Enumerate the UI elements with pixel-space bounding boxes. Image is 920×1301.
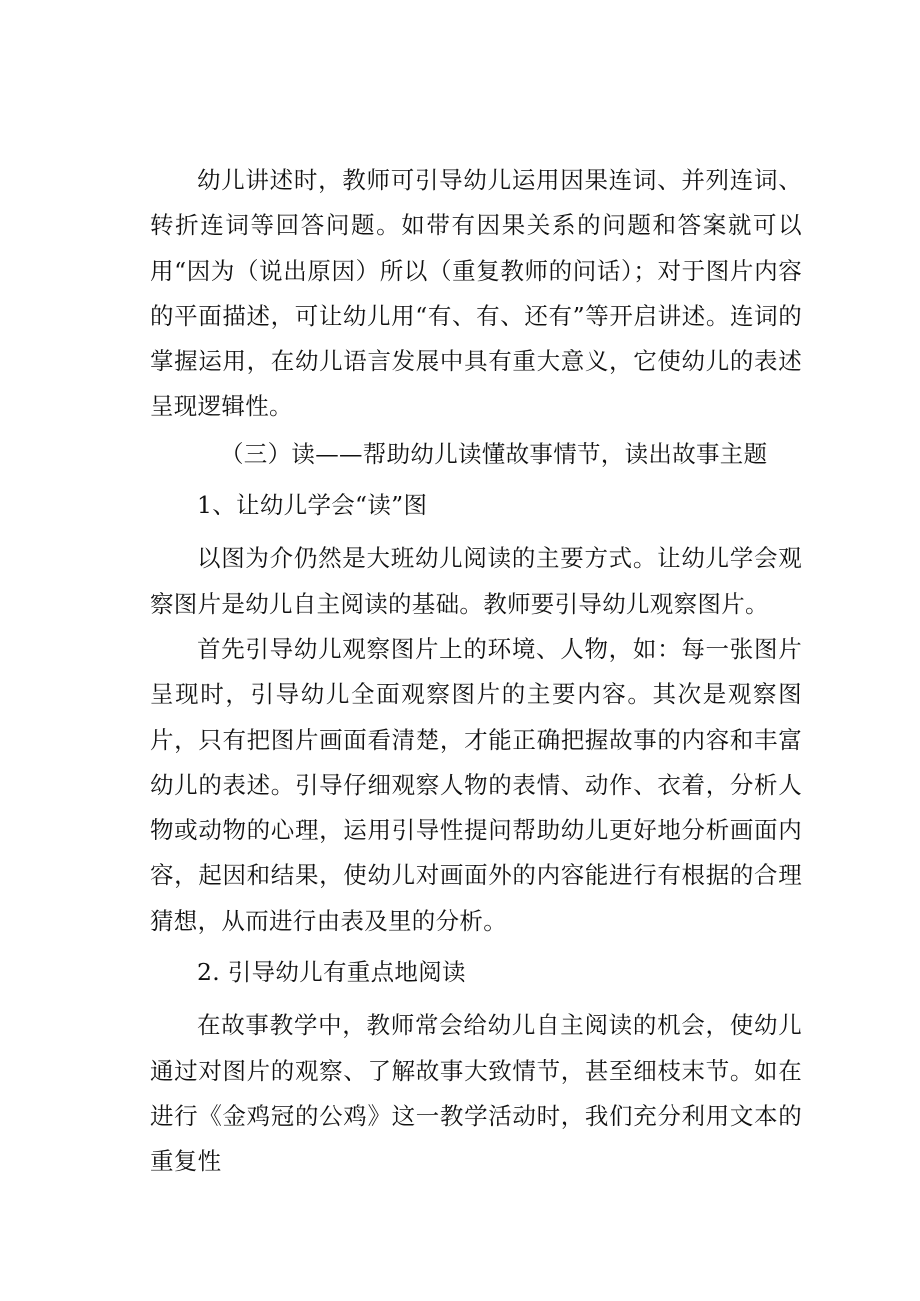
subsection-heading-focused-reading: 2. 引导幼儿有重点地阅读 bbox=[197, 958, 466, 987]
paragraph-story-teaching: 在故事教学中，教师常会给幼儿自主阅读的机会，使幼儿通过对图片的观察、了解故事大致情节，甚至细枝末节。如在进行《金鸡冠的公鸡》这一教学活动时，我们充分利用文本的重复性 bbox=[150, 1011, 802, 1176]
section-heading-reading: （三）读——帮助幼儿读懂故事情节，读出故事主题 bbox=[220, 439, 768, 468]
subsection-heading-read-pictures: 1、让幼儿学会“读”图 bbox=[197, 491, 428, 520]
paragraph-picture-observation: 以图为介仍然是大班幼儿阅读的主要方式。让幼儿学会观察图片是幼儿自主阅读的基础。教师要引导幼儿观察图片。 bbox=[150, 544, 802, 618]
paragraph-conjunctions: 幼儿讲述时，教师可引导幼儿运用因果连词、并列连词、转折连词等回答问题。如带有因果关系的问题和答案就可以用“因为（说出原因）所以（重复教师的问话）；对于图片内容的平面描述，可让幼儿用“有、有、还有”等开启讲述。连词的掌握运用，在幼儿语言发展中具有重大意义，它使幼儿的表述呈现逻辑性。 bbox=[150, 166, 802, 421]
paragraph-observation-method: 首先引导幼儿观察图片上的环境、人物，如：每一张图片呈现时，引导幼儿全面观察图片的主要内容。其次是观察图片，只有把图片画面看清楚，才能正确把握故事的内容和丰富幼儿的表述。引导仔细观察人物的表情、动作、衣着，分析人物或动物的心理，运用引导性提问帮助幼儿更好地分析画面内容，起因和结果，使幼儿对画面外的内容能进行有根据的合理猜想，从而进行由表及里的分析。 bbox=[150, 634, 802, 935]
document-body bbox=[150, 158, 802, 1185]
